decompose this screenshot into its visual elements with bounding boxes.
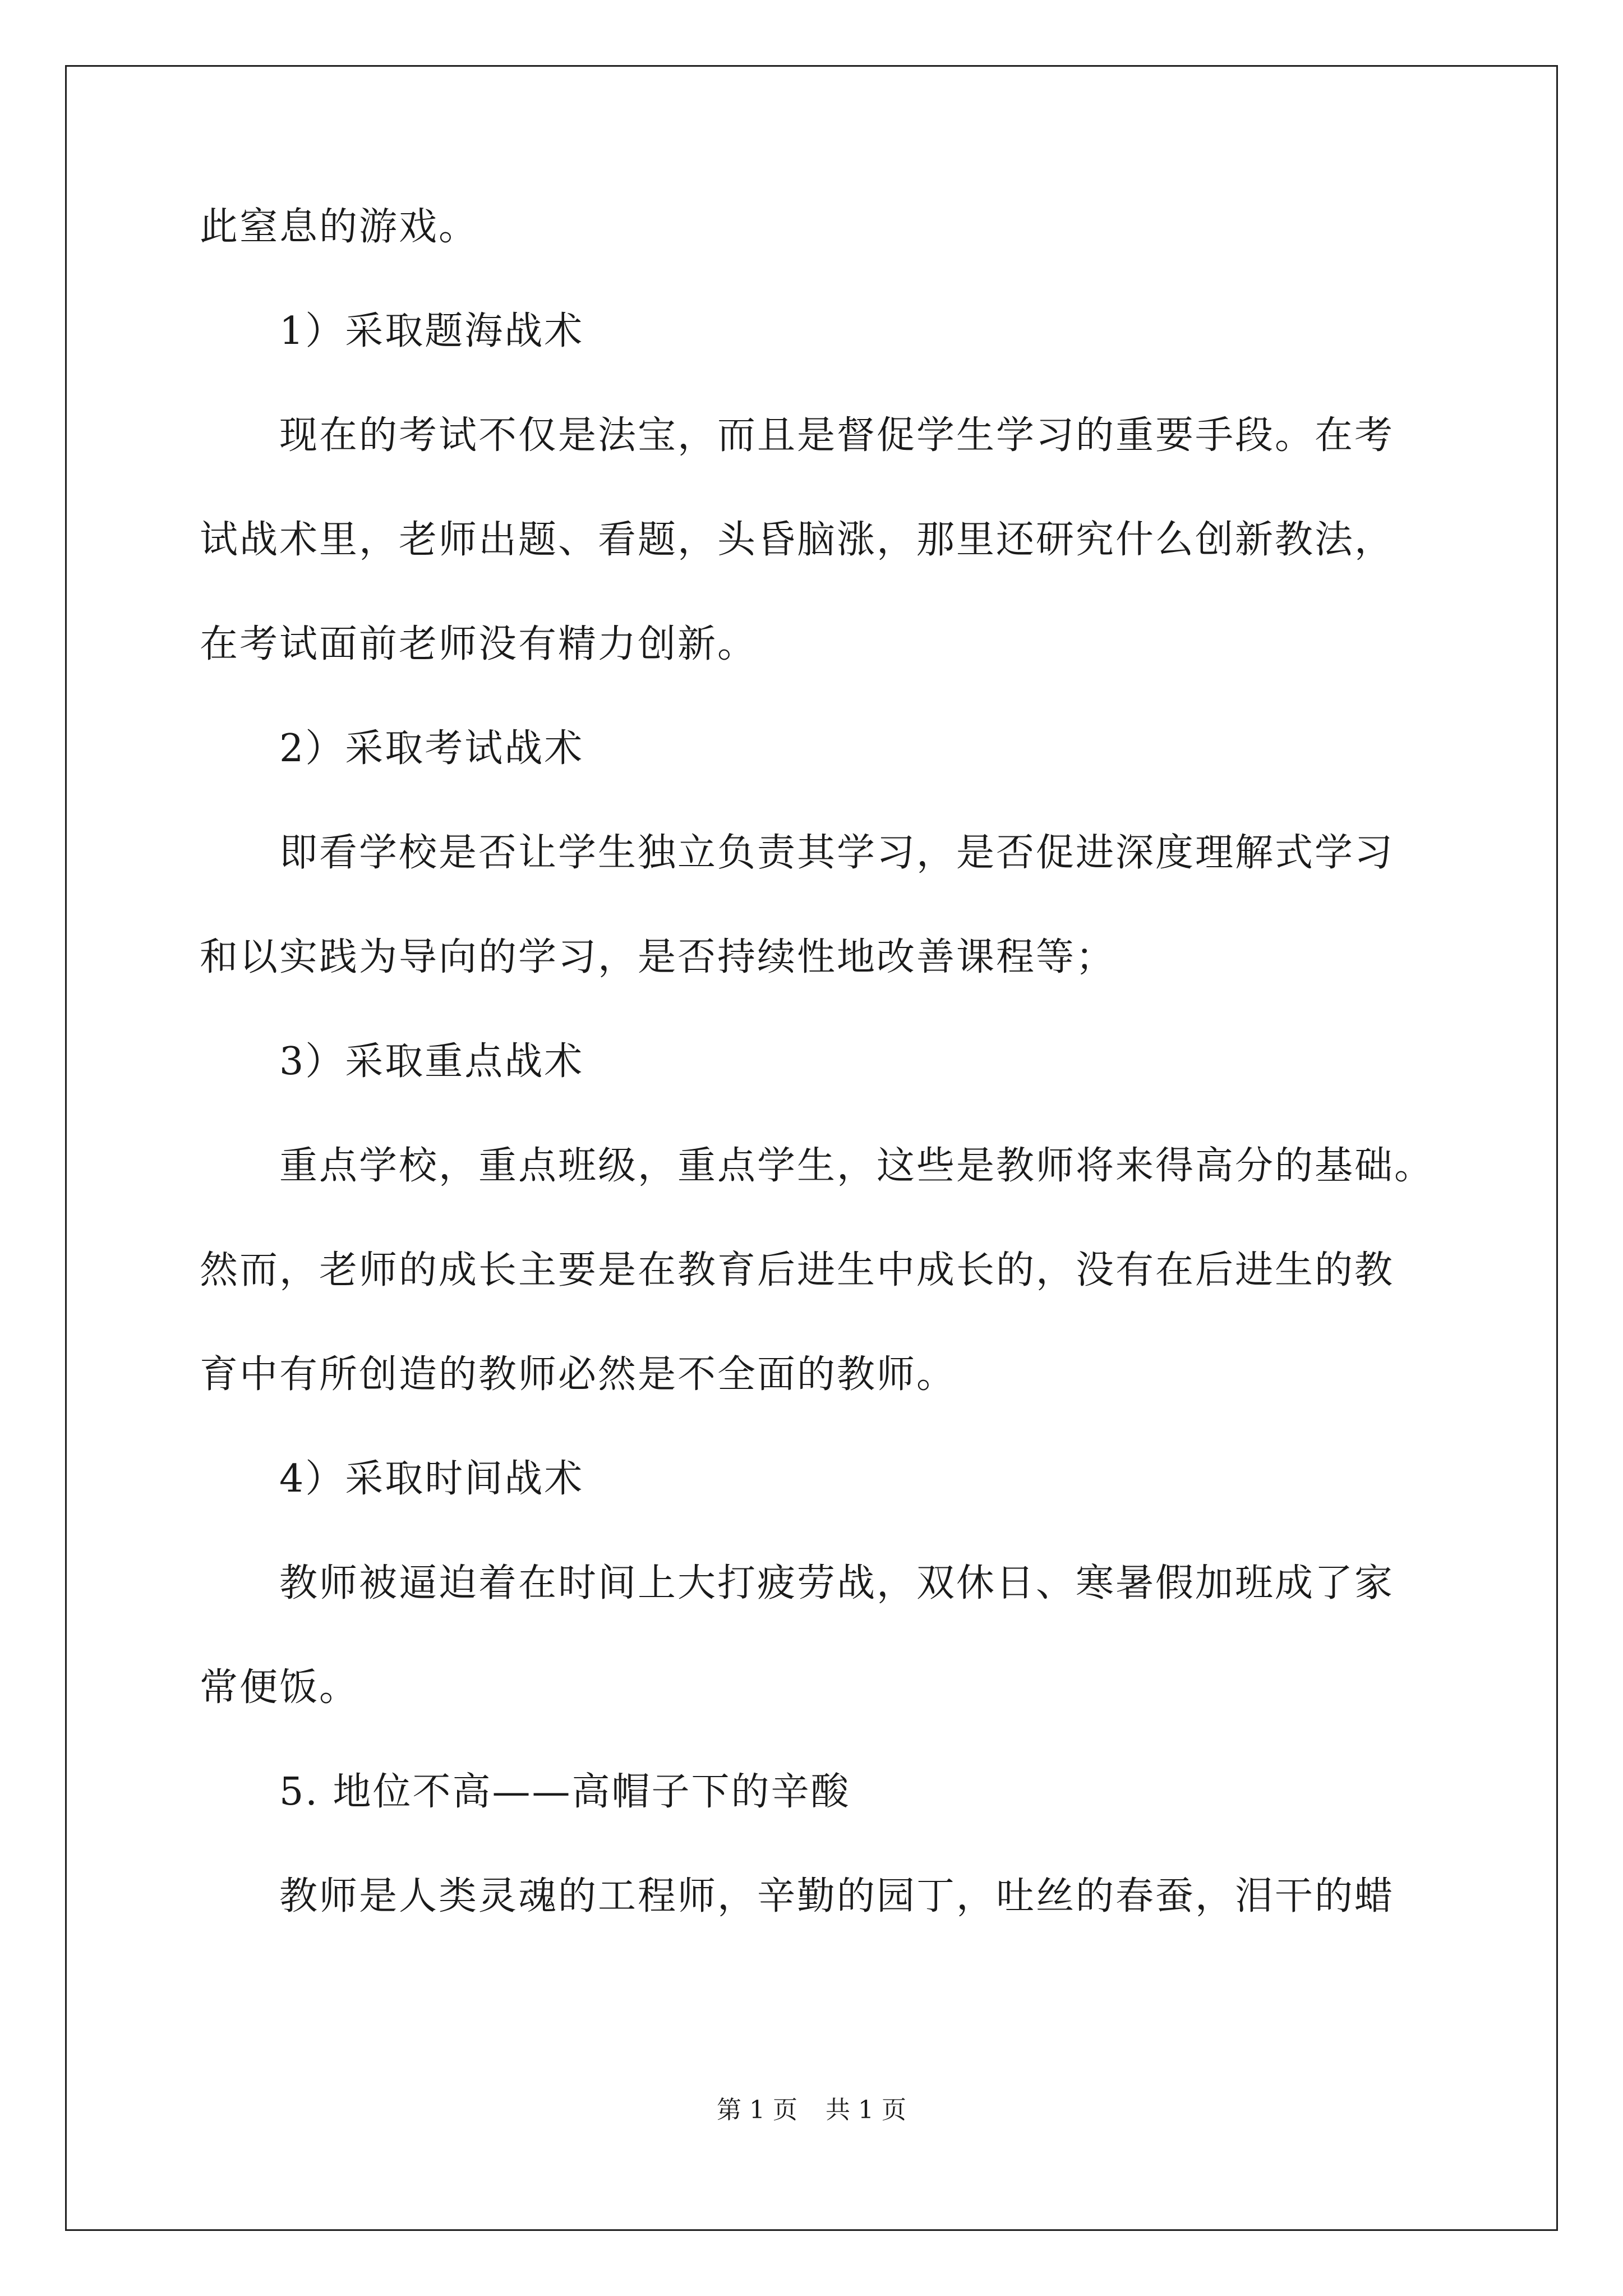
section-heading: 1）采取题海战术 — [279, 309, 584, 353]
text-line: 然而，老师的成长主要是在教育后进生中成长的，没有在后进生的教 — [200, 1248, 1395, 1292]
text-line: 常便饭。 — [200, 1665, 359, 1710]
page-footer — [0, 2093, 1623, 2127]
text-line: 育中有所创造的教师必然是不全面的教师。 — [200, 1352, 957, 1397]
text-line: 教师被逼迫着在时间上大打疲劳战，双休日、寒暑假加班成了家 — [279, 1561, 1395, 1605]
text-line: 教师是人类灵魂的工程师，辛勤的园丁，吐丝的春蚕，泪干的蜡 — [279, 1874, 1395, 1918]
section-heading: 5. 地位不高——高帽子下的辛酸 — [279, 1770, 851, 1814]
text-line: 在考试面前老师没有精力创新。 — [200, 622, 758, 666]
section-heading: 3）采取重点战术 — [279, 1039, 584, 1084]
page-total: 共 1 页 — [826, 2096, 906, 2124]
text-line: 和以实践为导向的学习，是否持续性地改善课程等； — [200, 935, 1116, 979]
text-line: 即看学校是否让学生独立负责其学习，是否促进深度理解式学习 — [279, 831, 1395, 875]
text-line: 现在的考试不仅是法宝，而且是督促学生学习的重要手段。在考 — [279, 413, 1395, 458]
text-line: 此窒息的游戏。 — [200, 205, 479, 249]
text-line: 试战术里，老师出题、看题，头昏脑涨，那里还研究什么创新教法， — [200, 518, 1395, 562]
section-heading: 2）采取考试战术 — [279, 726, 584, 771]
page-number: 第 1 页 — [717, 2096, 797, 2124]
section-heading: 4）采取时间战术 — [279, 1457, 584, 1501]
text-line: 重点学校，重点班级，重点学生，这些是教师将来得高分的基础。 — [279, 1144, 1435, 1188]
